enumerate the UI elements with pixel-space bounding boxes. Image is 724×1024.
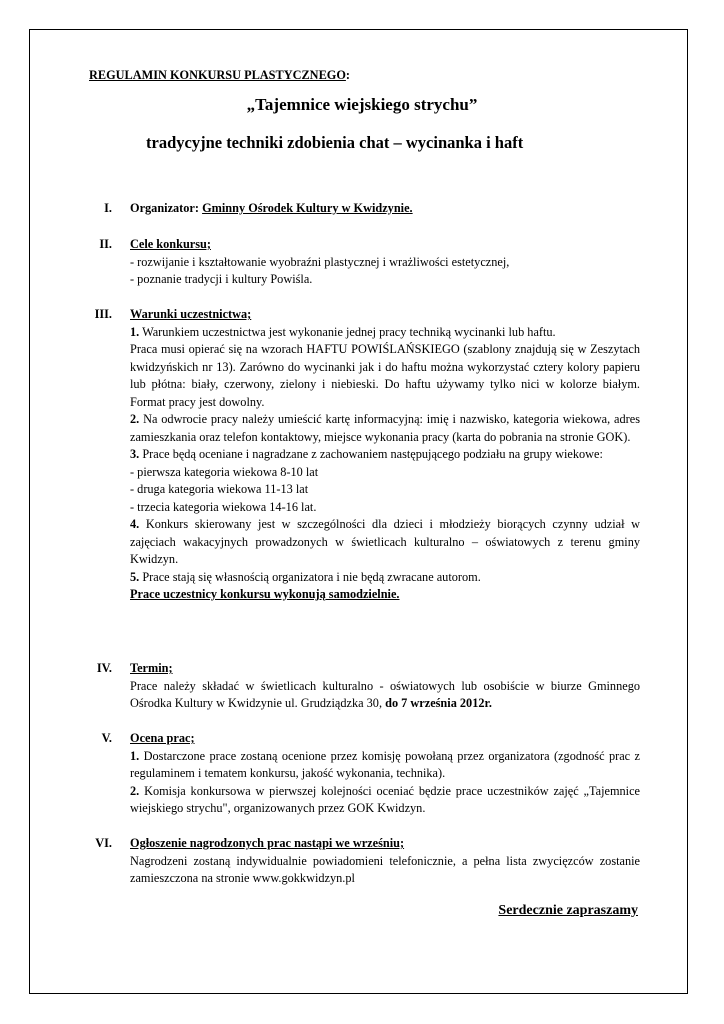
deadline-text: Prace należy składać w świetlicach kulturalno - oświatowych lub osobiście w biurze Gminnego Ośrodka Kultury w Kwidzynie ul. Grudziądzka 30, [130,678,640,710]
point-text: Komisja konkursowa w pierwszej kolejności oceniać będzie prace uczestników zajęć „Tajemnice wiejskiego strychu", organizowanych przez GOK Kwidzyn. [130,783,641,815]
evaluation-label: Ocena prac; [130,731,195,745]
deadline-label: Termin; [130,661,173,675]
point-text: Praca musi opierać się na wzorach HAFTU POWIŚLAŃSKIEGO (szablony znajdują się w Zeszytach kwidzyńskich nr 13). Zarówno do wycinanki jak i do haftu można wykorzystać cztery kolory papieru lub płótna: biały, czerwony, zielony i niebieski. Do haftu używamy tylko nici w kolorze białym. Format pracy jest dowolny. [130,342,640,409]
list-item: - trzecia kategoria wiekowa 14-16 lat. [130,499,317,514]
point-text: Dostarczone prace zostaną ocenione przez komisję powołaną przez organizatora (zgodność prac z regulaminem i tematem konkursu, jakość wykonania, technika). [130,748,640,780]
section-number: III. [94,307,112,321]
point-number: 1. [130,324,140,339]
point-number: 1. [130,748,140,763]
announcement-text: Nagrodzeni zostaną indywidualnie powiadomieni telefonicznie, a pełna lista zwycięzców zostanie zamieszczona na stronie www.gokkwidzyn.pl [130,853,640,885]
goals-label: Cele konkursu; [130,237,211,251]
conditions-label: Warunki uczestnictwa; [130,307,252,321]
list-item: - druga kategoria wiekowa 11-13 lat [130,482,309,496]
document-heading [89,68,350,83]
point-number: 4. [130,517,140,531]
point-text: Prace będą oceniane i nagradzane z zachowaniem następującego podziału na grupy wiekowe: [142,447,603,461]
point-text: Konkurs skierowany jest w szczególności dla dzieci i młodzieży biorących czynny udział w zajęciach wakacyjnych prowadzonych w świetlicach kulturalno – oświatowych z terenu gminy Kwidzyn. [130,517,641,566]
point-number: 2. [130,783,140,798]
heading-colon: : [345,68,351,82]
section-number: V. [101,731,112,745]
independent-work-note: Prace uczestnicy konkursu wykonują samodzielnie. [130,587,400,601]
organizer-value: Gminny Ośrodek Kultury w Kwidzynie. [202,201,413,215]
contest-title: „Tajemnice wiejskiego strychu” [246,95,478,114]
announcement-label: Ogłoszenie nagrodzonych prac nastąpi we wrześniu; [130,836,405,850]
deadline-date: do 7 września 2012r. [385,696,492,710]
heading-text: REGULAMIN KONKURSU PLASTYCZNEGO [89,68,346,82]
contest-subtitle: tradycyjne techniki zdobienia chat – wycinanka i haft [146,133,524,152]
point-number: 5. [130,569,140,584]
point-number: 3. [130,447,140,461]
organizer-label: Organizator: [130,201,199,215]
section-number: IV. [96,661,112,675]
point-text: Prace stają się własnością organizatora i nie będą zwracane autorom. [142,569,481,584]
section-number: VI. [95,836,112,850]
point-text: Warunkiem uczestnictwa jest wykonanie jednej pracy techniką wycinanki lub haftu. [142,324,556,339]
list-item: - poznanie tradycji i kultury Powiśla. [130,272,313,286]
list-item: - pierwsza kategoria wiekowa 8-10 lat [130,464,319,479]
point-text: Na odwrocie pracy należy umieścić kartę informacyjną: imię i nazwisko, kategoria wiekowa, adres zamieszkania oraz telefon kontaktowy, miejsce wykonania pracy (karta do pobrania na stronie GOK). [130,412,641,444]
closing-invitation: Serdecznie zapraszamy [498,903,638,918]
section-number: II. [99,237,112,251]
section-number: I. [104,201,112,215]
point-number: 2. [130,412,140,426]
list-item: - rozwijanie i kształtowanie wyobraźni plastycznej i wrażliwości estetycznej, [130,254,510,269]
